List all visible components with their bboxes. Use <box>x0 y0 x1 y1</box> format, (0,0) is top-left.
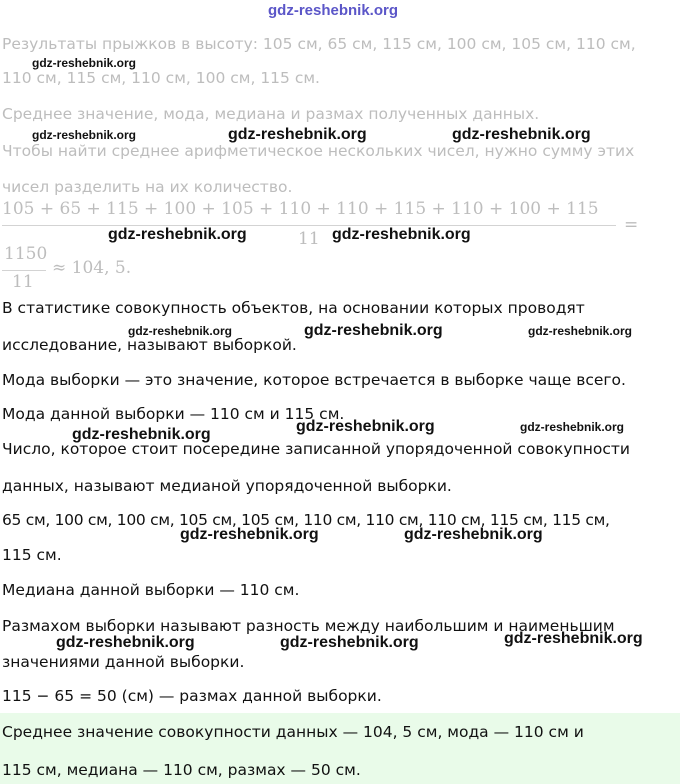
mode-definition: Мода выборки — это значение, которое встречается в выборке чаще всего. <box>2 371 626 389</box>
range-value: 115 − 65 = 50 (см) — размах данной выборки. <box>2 687 382 705</box>
mean-rule-line-1: Чтобы найти среднее арифметическое нескольких чисел, нужно сумму этих <box>2 142 635 160</box>
jump-results-line-2: 110 см, 115 см, 110 см, 100 см, 115 см. <box>2 69 320 87</box>
range-definition-line-1: Размахом выборки называют разность между наибольшим и наименьшим <box>2 617 615 635</box>
watermark: gdz-reshebnik.org <box>56 634 195 651</box>
watermark-header: gdz-reshebnik.org <box>268 2 399 19</box>
answer-box <box>0 713 680 784</box>
ordered-sample-line-2: 115 см. <box>2 546 62 564</box>
watermark: gdz-reshebnik.org <box>280 634 419 651</box>
mean-rule-line-2: чисел разделить на их количество. <box>2 178 293 196</box>
mean-fraction-bar <box>2 225 616 226</box>
ordered-sample-line-1: 65 см, 100 см, 100 см, 105 см, 105 см, 110 см, 110 см, 110 см, 115 см, 115 см, <box>2 511 610 529</box>
mean-denominator: 11 <box>298 229 320 249</box>
watermark: gdz-reshebnik.org <box>180 526 319 543</box>
sample-definition-line-1: В статистике совокупность объектов, на основании которых проводят <box>2 299 585 317</box>
answer-line-1: Среднее значение совокупности данных — 104, 5 см, мода — 110 см и <box>2 723 584 741</box>
jump-results-line-1: Результаты прыжков в высоту: 105 см, 65 см, 115 см, 100 см, 105 см, 110 см, <box>2 35 636 53</box>
watermark: gdz-reshebnik.org <box>452 126 591 143</box>
range-definition-line-2: значениями данной выборки. <box>2 653 245 671</box>
mean-equals: = <box>624 215 639 235</box>
watermark: gdz-reshebnik.org <box>228 126 367 143</box>
watermark: gdz-reshebnik.org <box>72 426 211 443</box>
mean-numerator: 105 + 65 + 115 + 100 + 105 + 110 + 110 + 115 + 110 + 100 + 115 <box>2 199 599 219</box>
mode-value: Мода данной выборки — 110 см и 115 см. <box>2 405 345 423</box>
watermark: gdz-reshebnik.org <box>108 226 247 243</box>
watermark: gdz-reshebnik.org <box>404 526 543 543</box>
watermark: gdz-reshebnik.org <box>504 630 643 647</box>
watermark: gdz-reshebnik.org <box>520 420 625 434</box>
sample-definition-line-2: исследование, называют выборкой. <box>2 336 297 354</box>
median-definition-line-1: Число, которое стоит посередине записанной упорядоченной совокупности <box>2 440 630 458</box>
mean-frac2-bar <box>2 270 46 271</box>
answer-line-2: 115 см, медиана — 110 см, размах — 50 см. <box>2 761 361 779</box>
mean-frac2-numerator: 1150 <box>4 244 48 264</box>
task-statement: Среднее значение, мода, медиана и размах полученных данных. <box>2 105 540 123</box>
watermark: gdz-reshebnik.org <box>332 226 471 243</box>
mean-approx: ≈ 104, 5. <box>52 258 132 278</box>
mean-frac2-denominator: 11 <box>12 272 34 292</box>
median-definition-line-2: данных, называют медианой упорядоченной выборки. <box>2 477 452 495</box>
median-value: Медиана данной выборки — 110 см. <box>2 581 300 599</box>
watermark: gdz-reshebnik.org <box>128 324 233 338</box>
watermark: gdz-reshebnik.org <box>32 128 137 142</box>
watermark: gdz-reshebnik.org <box>32 56 137 70</box>
watermark: gdz-reshebnik.org <box>296 418 435 435</box>
watermark: gdz-reshebnik.org <box>304 322 443 339</box>
watermark: gdz-reshebnik.org <box>528 324 633 338</box>
